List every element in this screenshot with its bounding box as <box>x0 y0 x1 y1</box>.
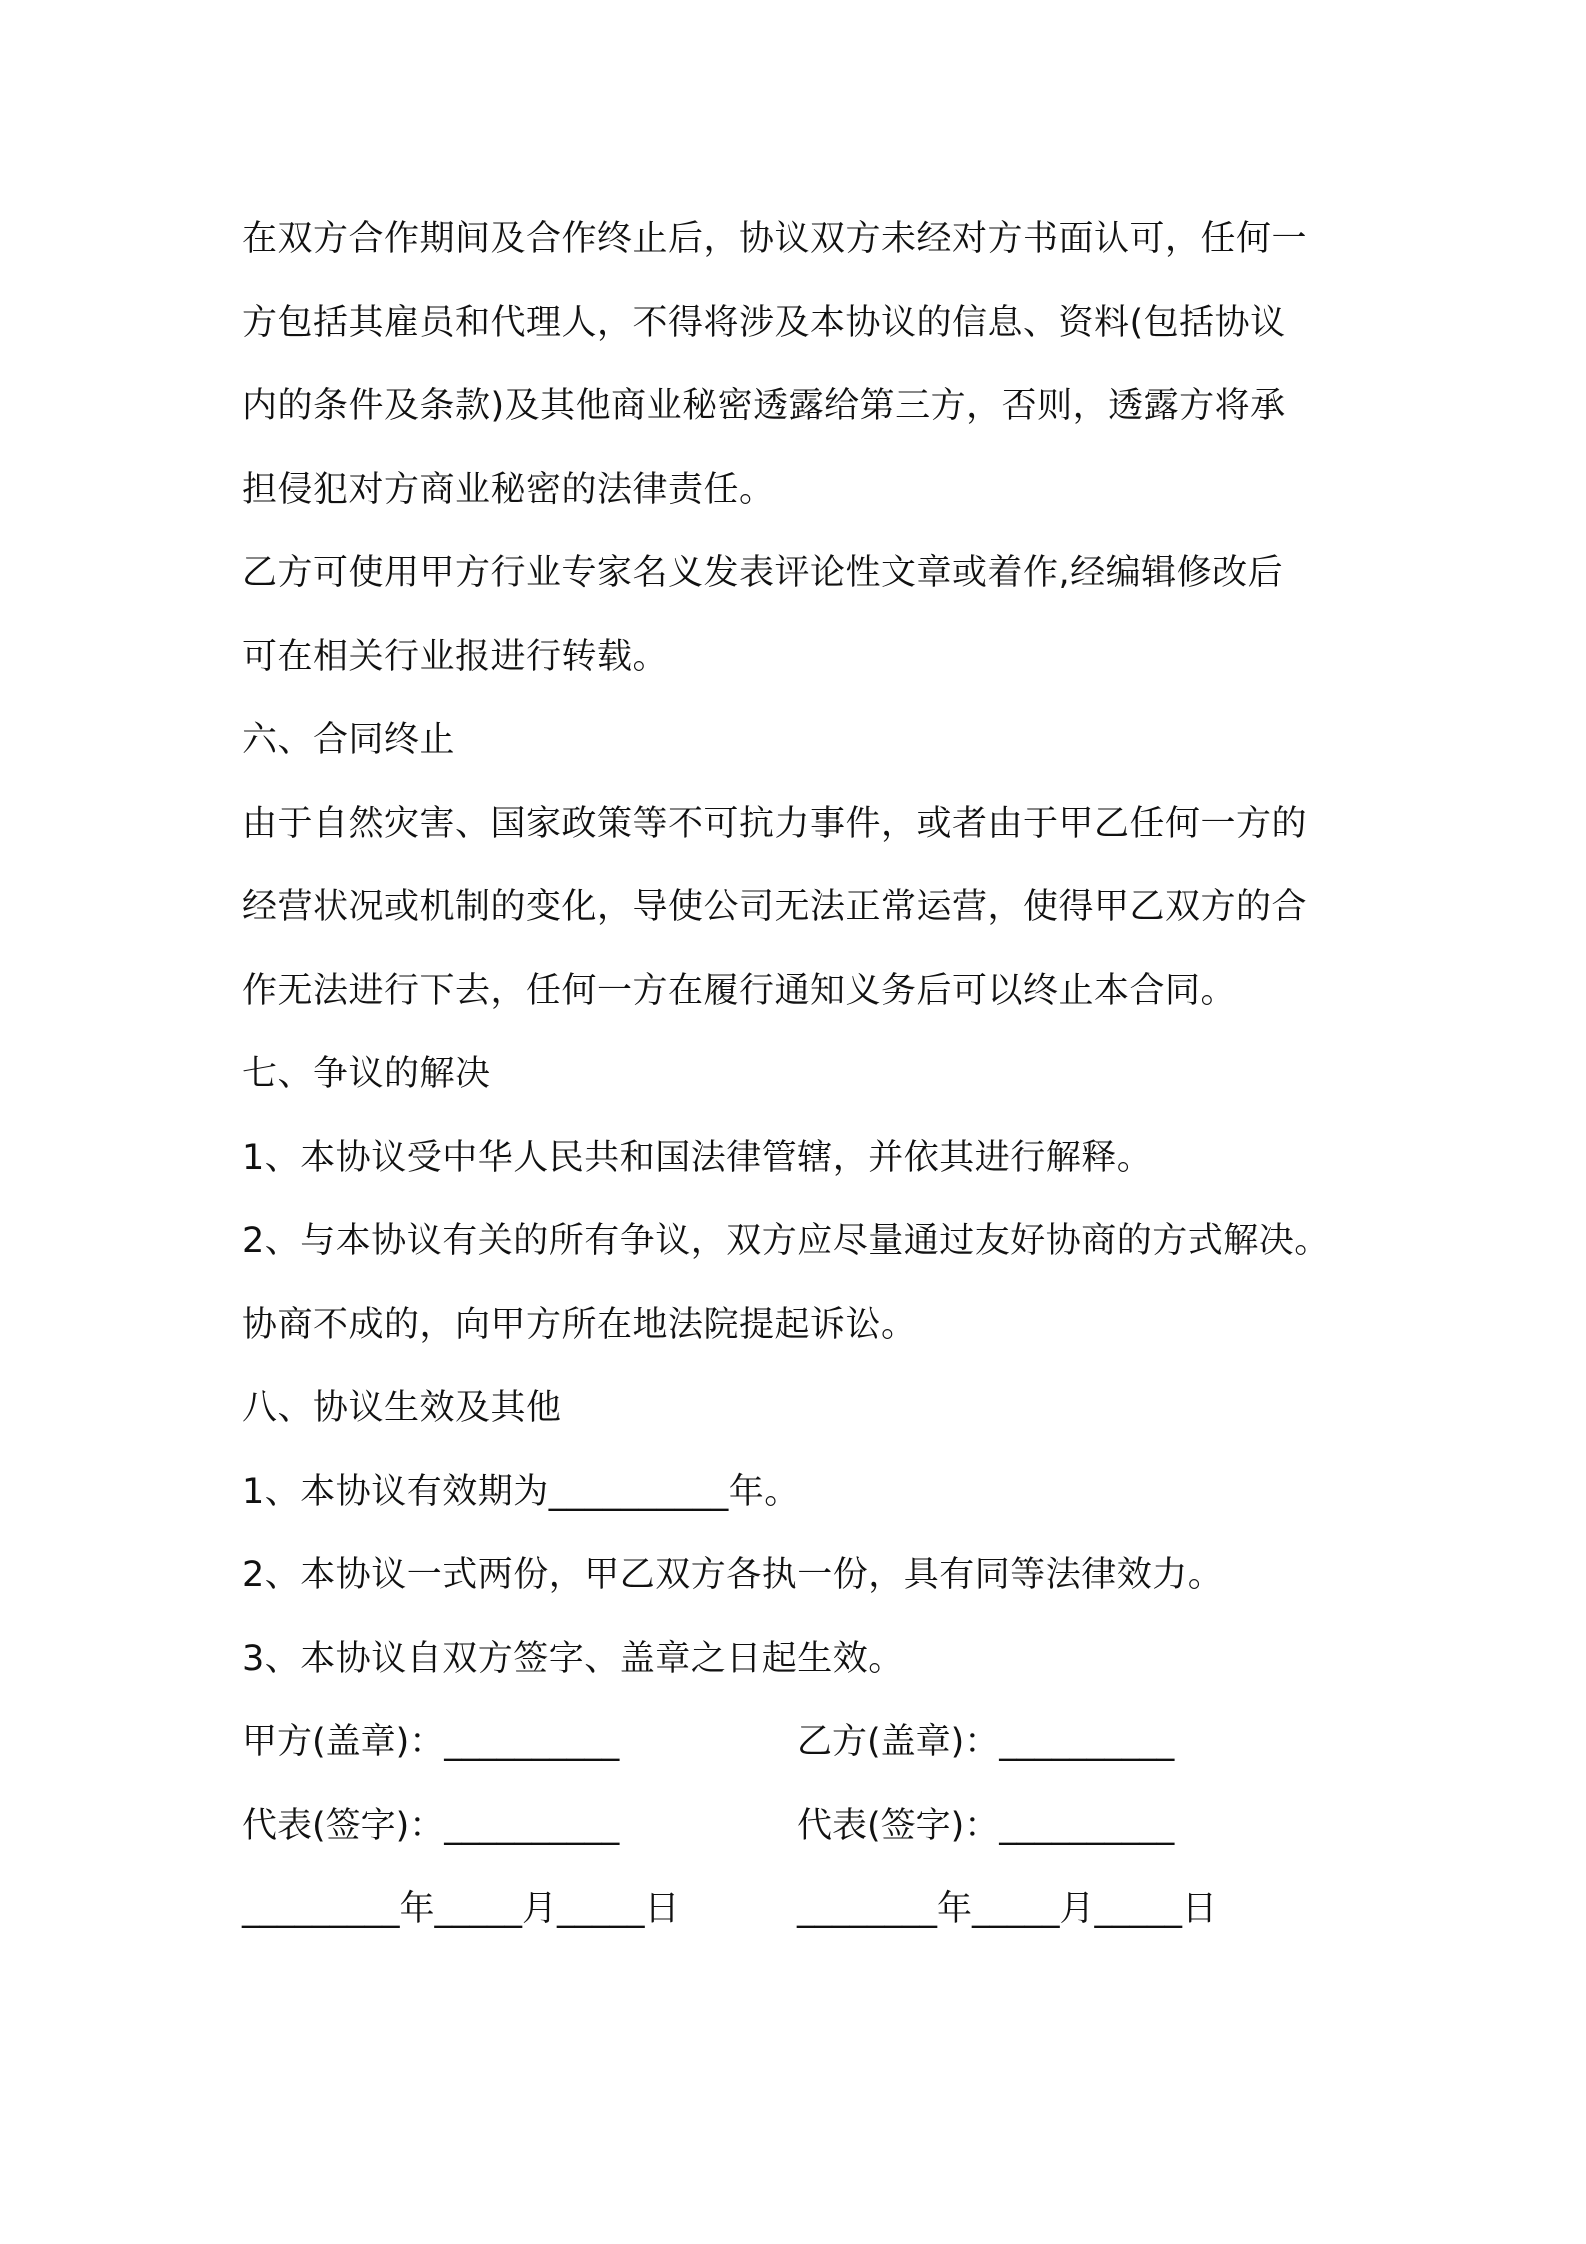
section-8-item-1: 1、本协议有效期为__________年。 <box>242 1471 800 1512</box>
signature-row-seal <box>242 1701 1392 1785</box>
section-6-line-2: 经营状况或机制的变化，导使公司无法正常运营，使得甲乙双方的合 <box>242 887 1308 927</box>
section-6-heading: 六、合同终止 <box>242 720 456 760</box>
section-7-heading: 七、争议的解决 <box>242 1054 491 1094</box>
section-7-item-2: 2、与本协议有关的所有争议，双方应尽量通过友好协商的方式解决。 <box>242 1221 1330 1261</box>
section-7-item-2-continued: 协商不成的，向甲方所在地法院提起诉讼。 <box>242 1304 917 1345</box>
document-body <box>242 198 1392 1952</box>
party-a-seal-field: 甲方(盖章)：__________ <box>242 1722 620 1762</box>
confidentiality-line-3: 内的条件及条款)及其他商业秘密透露给第三方，否则，透露方将承 <box>242 386 1286 426</box>
publication-line-2: 可在相关行业报进行转载。 <box>242 636 669 677</box>
party-a-representative-field: 代表(签字)：__________ <box>242 1805 620 1846</box>
party-a-date-field: _________年_____月_____日 <box>242 1889 680 1929</box>
confidentiality-line-4: 担侵犯对方商业秘密的法律责任。 <box>242 469 775 510</box>
section-7-item-1: 1、本协议受中华人民共和国法律管辖，并依其进行解释。 <box>242 1137 1153 1178</box>
party-b-representative-field: 代表(签字)：__________ <box>797 1805 1175 1846</box>
publication-line-1: 乙方可使用甲方行业专家名义发表评论性文章或着作,经编辑修改后 <box>242 553 1284 593</box>
confidentiality-line-1: 在双方合作期间及合作终止后，协议双方未经对方书面认可，任何一 <box>242 219 1308 259</box>
section-6-line-3: 作无法进行下去，任何一方在履行通知义务后可以终止本合同。 <box>242 970 1237 1011</box>
signature-row-representative <box>242 1785 1392 1869</box>
section-8-item-2: 2、本协议一式两份，甲乙双方各执一份，具有同等法律效力。 <box>242 1555 1224 1595</box>
party-b-date-field: ________年_____月_____日 <box>797 1889 1218 1929</box>
party-b-seal-field: 乙方(盖章)：__________ <box>797 1722 1175 1762</box>
signature-row-date <box>242 1868 1392 1952</box>
section-8-item-3: 3、本协议自双方签字、盖章之日起生效。 <box>242 1638 904 1679</box>
section-6-line-1: 由于自然灾害、国家政策等不可抗力事件，或者由于甲乙任何一方的 <box>242 803 1308 844</box>
confidentiality-line-2: 方包括其雇员和代理人，不得将涉及本协议的信息、资料(包括协议 <box>242 302 1286 343</box>
section-8-heading: 八、协议生效及其他 <box>242 1388 562 1428</box>
